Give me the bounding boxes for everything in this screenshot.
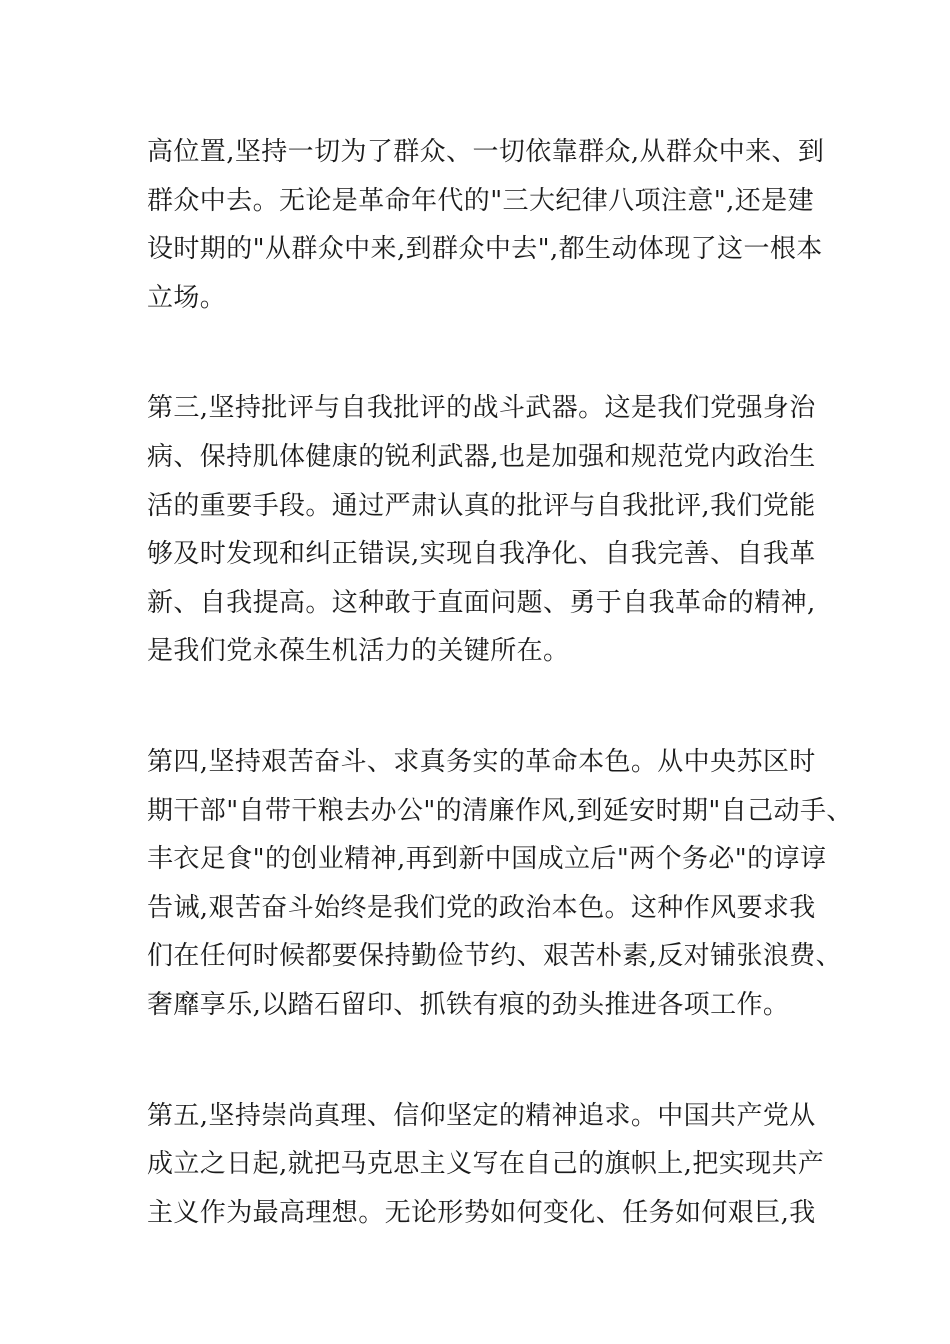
text-line: 主义作为最高理想。无论形势如何变化、任务如何艰巨,我 xyxy=(147,1197,816,1228)
paragraph-hard-work xyxy=(147,738,853,1030)
text-line: 们在任何时候都要保持勤俭节约、艰苦朴素,反对铺张浪费、 xyxy=(147,941,843,972)
paragraph-truth-belief xyxy=(147,1092,827,1238)
text-line: 第五,坚持崇尚真理、信仰坚定的精神追求。中国共产党从 xyxy=(147,1100,816,1131)
document-body xyxy=(147,128,853,1299)
text-line: 第三,坚持批评与自我批评的战斗武器。这是我们党强身治 xyxy=(147,393,816,424)
text-line: 告诫,艰苦奋斗始终是我们党的政治本色。这种作风要求我 xyxy=(147,892,816,923)
text-line: 成立之日起,就把马克思主义写在自己的旗帜上,把实现共产 xyxy=(147,1149,825,1180)
text-line: 病、保持肌体健康的锐利武器,也是加强和规范党内政治生 xyxy=(147,441,816,472)
text-line: 期干部"自带干粮去办公"的清廉作风,到延安时期"自己动手、 xyxy=(147,795,853,826)
text-line: 是我们党永葆生机活力的关键所在。 xyxy=(147,636,570,667)
text-line: 新、自我提高。这种敢于直面问题、勇于自我革命的精神, xyxy=(147,587,816,618)
text-line: 立场。 xyxy=(147,282,227,313)
text-line: 第四,坚持艰苦奋斗、求真务实的革命本色。从中央苏区时 xyxy=(147,746,816,777)
text-line: 活的重要手段。通过严肃认真的批评与自我批评,我们党能 xyxy=(147,490,816,521)
paragraph-mass-line-continuation xyxy=(147,128,827,322)
text-line: 群众中去。无论是革命年代的"三大纪律八项注意",还是建 xyxy=(147,185,814,216)
paragraph-criticism-self-criticism xyxy=(147,384,827,676)
text-line: 丰衣足食"的创业精神,再到新中国成立后"两个务必"的谆谆 xyxy=(147,844,827,875)
text-line: 高位置,坚持一切为了群众、一切依靠群众,从群众中来、到 xyxy=(147,137,825,167)
text-line: 奢靡享乐,以踏石留印、抓铁有痕的劲头推进各项工作。 xyxy=(147,989,790,1020)
text-line: 设时期的"从群众中来,到群众中去",都生动体现了这一根本 xyxy=(147,234,823,265)
text-line: 够及时发现和纠正错误,实现自我净化、自我完善、自我革 xyxy=(147,539,816,570)
